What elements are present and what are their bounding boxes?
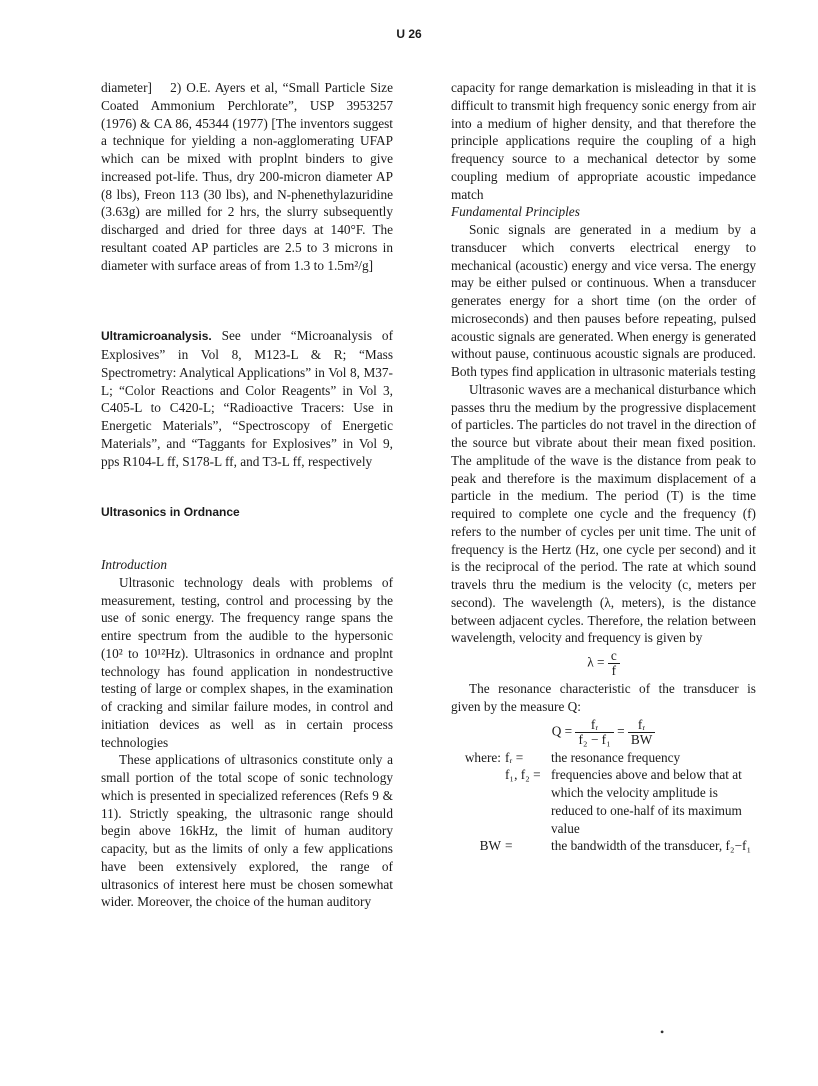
eq2-numerator-2: fᵣ	[628, 718, 655, 733]
definition-row	[451, 749, 756, 767]
eq1-fraction	[608, 649, 620, 678]
continued-paragraph: capacity for range demarkation is misleading in that it is difficult to transmit high frequency sonic energy from air into a medium of higher density, and that therefore the principle applications require the coupling of a high frequency source to a mechanical detector by some coupling medium of appropriate acoustic impedance match	[451, 80, 756, 202]
eq2-lhs: Q =	[551, 723, 573, 739]
ultramicroanalysis-entry	[101, 327, 393, 470]
right-column	[451, 79, 756, 855]
ultramicroanalysis-title: Ultramicroanalysis.	[101, 329, 212, 344]
eq2-denominator-2: BW	[630, 731, 653, 747]
wavelength-equation	[451, 649, 756, 678]
definitions-list	[451, 749, 756, 856]
fundamental-principles-heading: Fundamental Principles	[451, 204, 580, 220]
fundamental-paragraph-2: Ultrasonic waves are a mechanical disturbance which passes thru the medium by the progressive displacement of particles. The particles do not travel in the direction of the source but vibrate about their mean fixed position. The amplitude of the wave is the distance from peak to peak and therefore is the maximum displacement of a particle in the medium. The period (T) is the time required to complete one cycle and the frequency (f) refers to the number of cycles per unit time. The unit of frequency is the Hertz (Hz, one cycle per second) and it is the reciprocal of the period. The rate at which sound travels thru the medium is the velocity (c, meters per second). The wavelength (λ, meters), is the distance between adjacent cycles. Therefore, the relation between wavelength, velocity and frequency is given by	[451, 381, 756, 646]
eq2-numerator-1: fᵣ	[575, 718, 613, 733]
intro-paragraph-2: These applications of ultrasonics constitute only a small portion of the total scope of sonic technology which is presented in specialized references (Refs 9 & 11). Strictly speaking, the ultrasonic range should begin above 16kHz, the limit of human auditory capacity, but as the limits of only a few applications have been extensively explored, the range of ultrasonics of interest here must be chosen somewhat wider. Moreover, the choice of the human auditory	[101, 752, 393, 910]
definition-row	[451, 837, 756, 855]
page-header: U 26	[396, 27, 422, 41]
eq2-fraction-1	[575, 718, 613, 747]
definition-symbol: =	[505, 838, 513, 854]
eq1-denominator: f	[611, 663, 617, 678]
definition-label	[451, 766, 505, 837]
intro-heading: Introduction	[101, 557, 167, 572]
definition-text: frequencies above and below that at which the velocity amplitude is reduced to one-half of its maximum value	[551, 767, 742, 836]
definition-symbol: fᵣ =	[505, 749, 524, 765]
definition-text: the bandwidth of the transducer, f₂−f₁	[551, 838, 752, 854]
definition-row	[451, 766, 756, 837]
spacer	[101, 274, 393, 327]
definition-label: where:	[464, 749, 501, 765]
fundamental-paragraph-1: Sonic signals are generated in a medium by a transducer which converts electrical energy to mechanical (acoustic) energy and vice versa. The energy may be either pulsed or continuous. When a transducer generates energy for a short time (on the order of microseconds) and then pauses before repeating, pulsed acoustic signals are generated. When energy is generated without pause, continuous acoustic signals are produced. Both types find application in ultrasonic materials testing	[451, 222, 756, 379]
eq2-denominator-1: f₂ − f₁	[578, 731, 611, 747]
intro-paragraph-1: Ultrasonic technology deals with problems of measurement, testing, control and processing by the use of sonic energy. The frequency range spans the entire spectrum from the audible to the hypersonic (10² to 10¹²Hz). Ultrasonics in ordnance and proplnt technology has found application in nondestructive testing of large or complex shapes, in the examination of cracking and similar failure modes, in control and initiation devices as well as in certain process technologies	[101, 574, 393, 750]
definition-label: BW	[479, 838, 501, 854]
definition-text: the resonance frequency	[551, 749, 681, 765]
q-equation	[451, 718, 756, 747]
eq2-fraction-2	[628, 718, 655, 747]
eq1-numerator: c	[608, 649, 620, 664]
left-column	[101, 79, 393, 911]
eq2-equals: =	[617, 723, 625, 739]
scan-mark: •	[660, 1025, 665, 1039]
eq1-lhs: λ =	[587, 654, 605, 670]
spacer	[101, 470, 393, 504]
reference-paragraph: diameter] 2) O.E. Ayers et al, “Small Particle Size Coated Ammonium Perchlorate”, USP 3953257 (1976) & CA 86, 45344 (1977) [The inventors suggest a technique for yielding a non-agglomerating UFAP which can be mixed with proplnt binders to give increased pot-life. Thus, dry 200-micron diameter AP (8 lbs), Freon 113 (30 lbs), and N-phenethylazuridine (3.63g) are milled for 2 hrs, the slurry subsequently discharged and dried for three days at 140°F. The resultant coated AP particles are 2.5 to 3 microns in diameter with surface areas of from 1.3 to 1.5m²/g]	[101, 80, 393, 273]
spacer	[101, 522, 393, 556]
resonance-paragraph: The resonance characteristic of the transducer is given by the measure Q:	[451, 681, 756, 714]
definition-symbol: f₁, f₂ =	[505, 767, 541, 783]
ultramicroanalysis-text: See under “Microanalysis of Explosives” in Vol 8, M123-L & R; “Mass Spectrometry: Analytical Applications” in Vol 8, M37-L; “Color Reactions and Color Reagents” in Vol 3, C405-L to C420-L; “Radioactive Tracers: Use in Energetic Materials”, “Spectroscopy of Energetic Materials”, and “Taggants for Explosives” in Vol 9, pps R104-L ff, S178-L ff, and T3-L ff, respectively	[101, 328, 393, 469]
section-title: Ultrasonics in Ordnance	[101, 505, 240, 520]
